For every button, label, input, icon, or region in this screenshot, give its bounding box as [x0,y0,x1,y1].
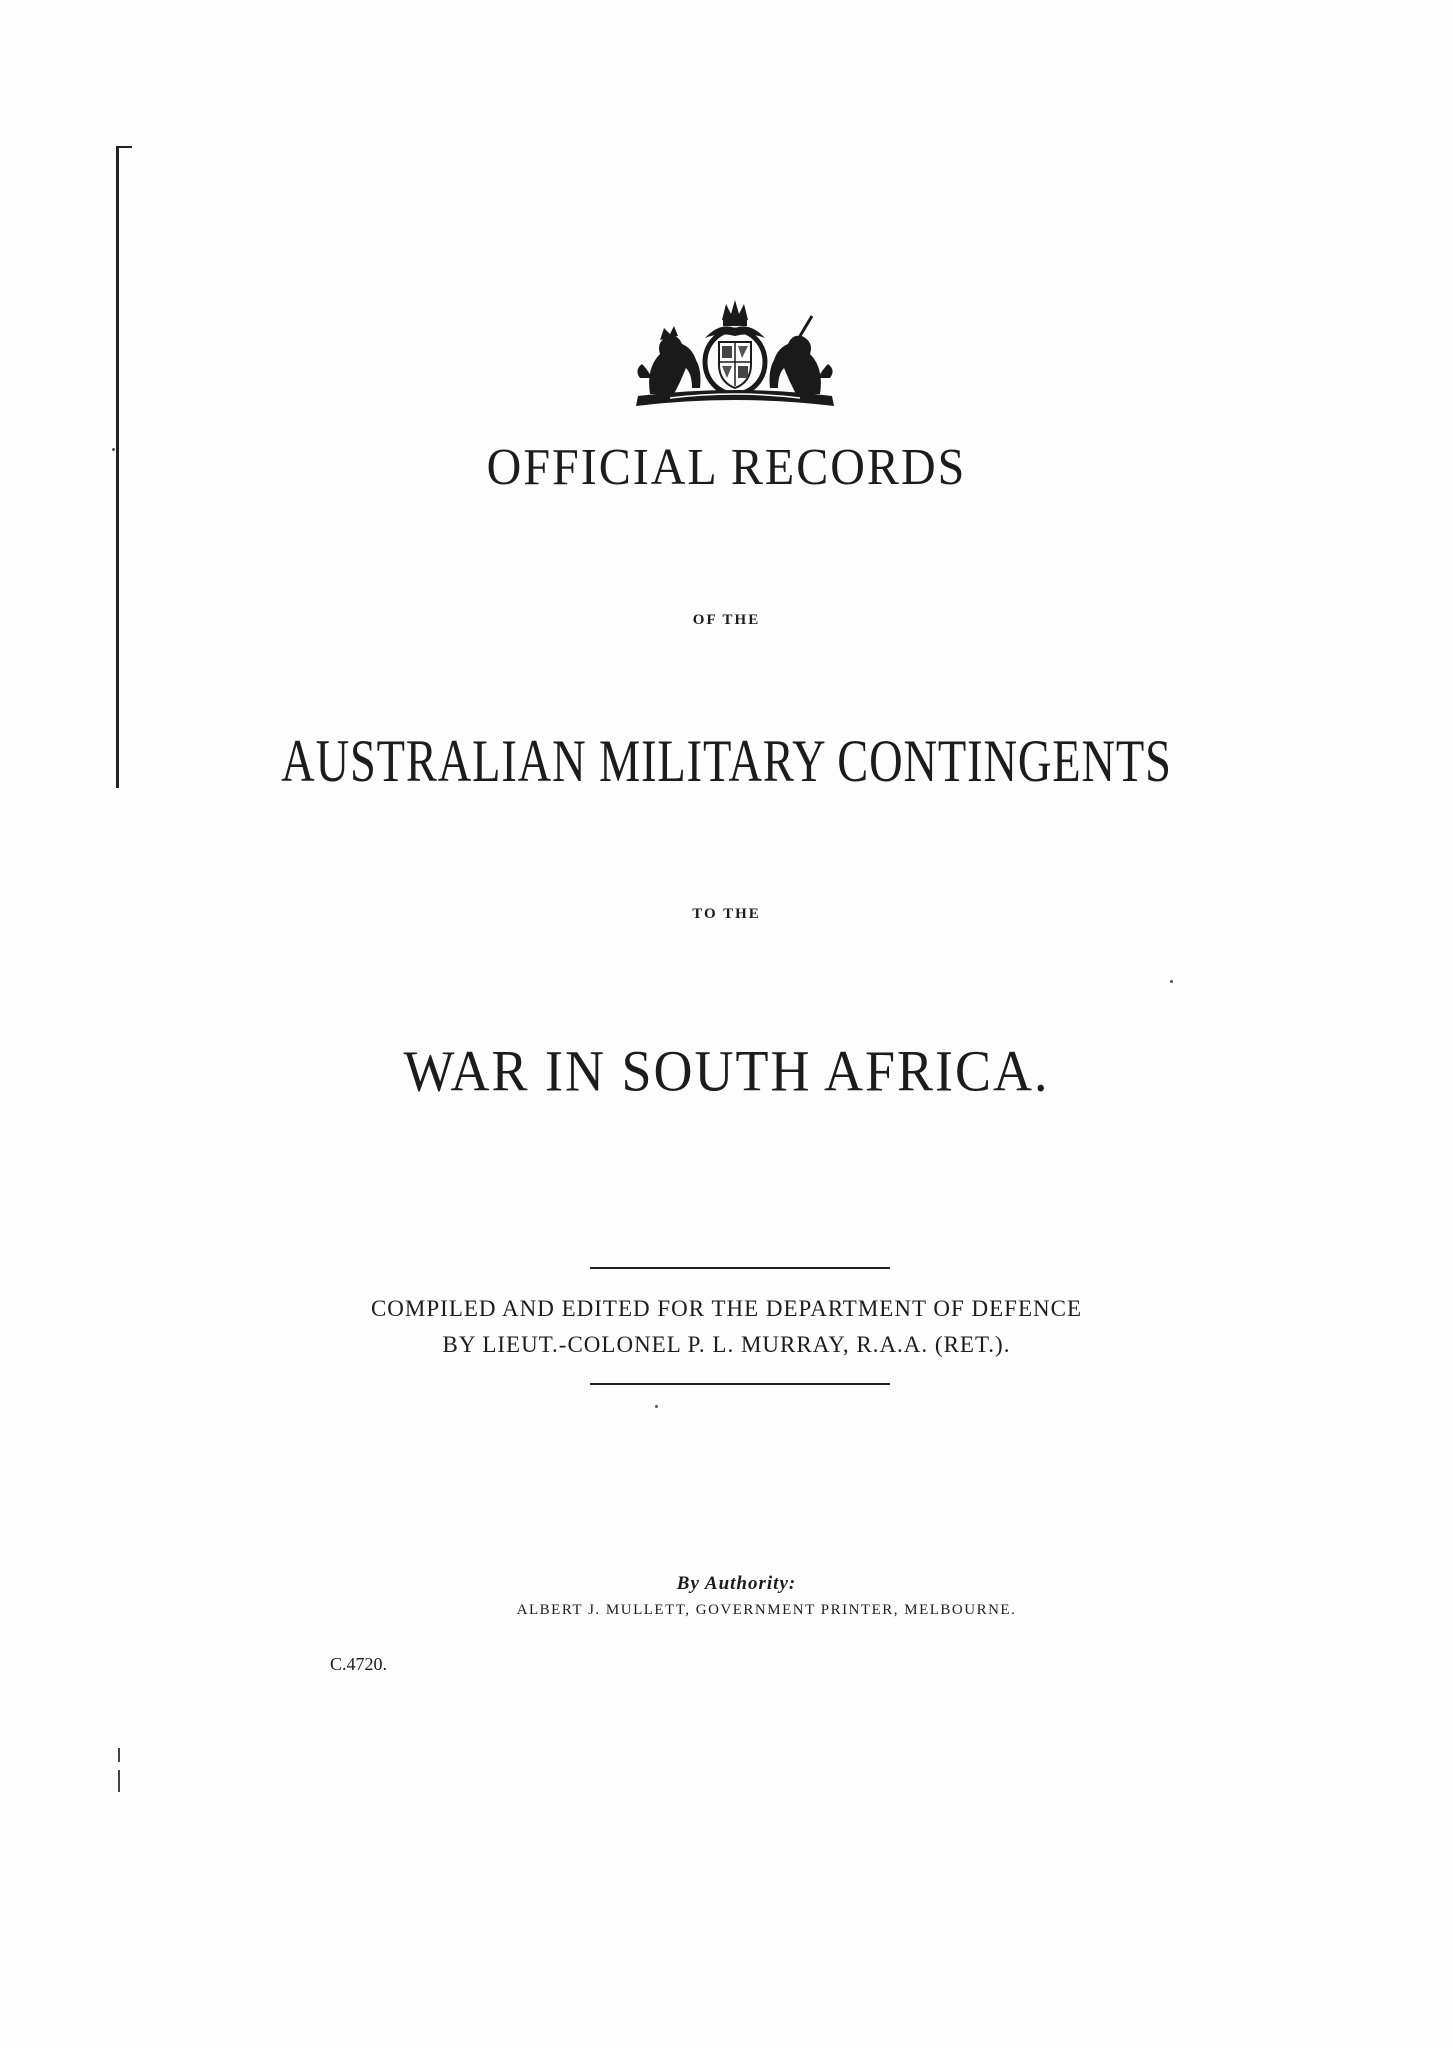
stray-dot [1170,980,1173,983]
title-australian-military-contingents: AUSTRALIAN MILITARY CONTINGENTS [281,727,1172,795]
compiler-line: BY LIEUT.-COLONEL P. L. MURRAY, R.A.A. (RET.). [442,1332,1011,1357]
divider-rule [590,1383,890,1385]
catalog-number: C.4720. [330,1654,388,1674]
royal-coat-of-arms-icon [630,298,840,410]
divider-rule [590,1267,890,1269]
connector-of-the: OF THE [692,612,761,628]
compiled-line: COMPILED AND EDITED FOR THE DEPARTMENT OF DEFENCE [370,1296,1083,1321]
authority-line: By Authority: [676,1573,797,1594]
stray-dot [655,1405,658,1408]
title-official-records: OFFICIAL RECORDS [486,438,967,497]
margin-dash [118,1748,120,1762]
printer-line: ALBERT J. MULLETT, GOVERNMENT PRINTER, MELBOURNE. [516,1602,1017,1618]
connector-to-the: TO THE [692,906,761,922]
title-war-in-south-africa: WAR IN SOUTH AFRICA. [403,1038,1050,1104]
margin-dash [118,1770,120,1792]
